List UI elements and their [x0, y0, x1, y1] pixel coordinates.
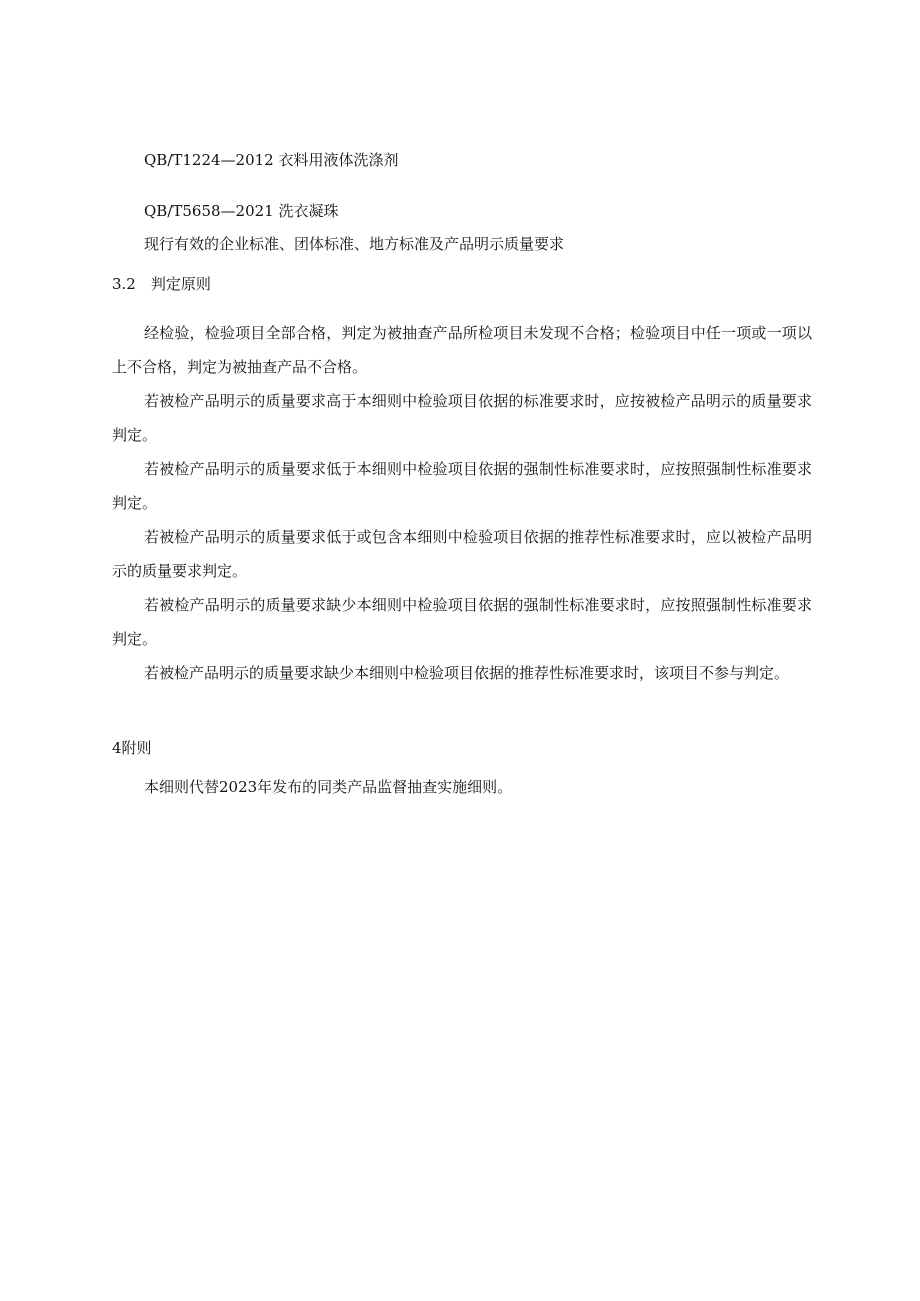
section-heading-3-2: 3.2 判定原则: [112, 275, 211, 293]
paragraph-5: 若被检产品明示的质量要求缺少本细则中检验项目依据的强制性标准要求时，应按照强制性标准要求判定。: [112, 596, 812, 648]
standard-item-2: QB/T5658—2021 洗衣凝珠: [144, 202, 339, 220]
paragraph-4: 若被检产品明示的质量要求低于或包含本细则中检验项目依据的推荐性标准要求时，应以被检产品明示的质量要求判定。: [112, 528, 812, 580]
paragraph-2: 若被检产品明示的质量要求高于本细则中检验项目依据的标准要求时，应按被检产品明示的质量要求判定。: [112, 392, 812, 444]
section-heading-4: 4附则: [112, 739, 152, 757]
standard-item-3: 现行有效的企业标准、团体标准、地方标准及产品明示质量要求: [144, 235, 565, 253]
standard-item-1: QB/T1224—2012 衣料用液体洗涤剂: [144, 151, 399, 169]
paragraph-appendix: 本细则代替2023年发布的同类产品监督抽查实施细则。: [144, 778, 513, 796]
paragraph-6: 若被检产品明示的质量要求缺少本细则中检验项目依据的推荐性标准要求时，该项目不参与判定。: [144, 664, 790, 682]
paragraph-1: 经检验，检验项目全部合格，判定为被抽查产品所检项目未发现不合格；检验项目中任一项或一项以上不合格，判定为被抽查产品不合格。: [112, 324, 812, 376]
paragraph-3: 若被检产品明示的质量要求低于本细则中检验项目依据的强制性标准要求时，应按照强制性标准要求判定。: [112, 460, 812, 512]
